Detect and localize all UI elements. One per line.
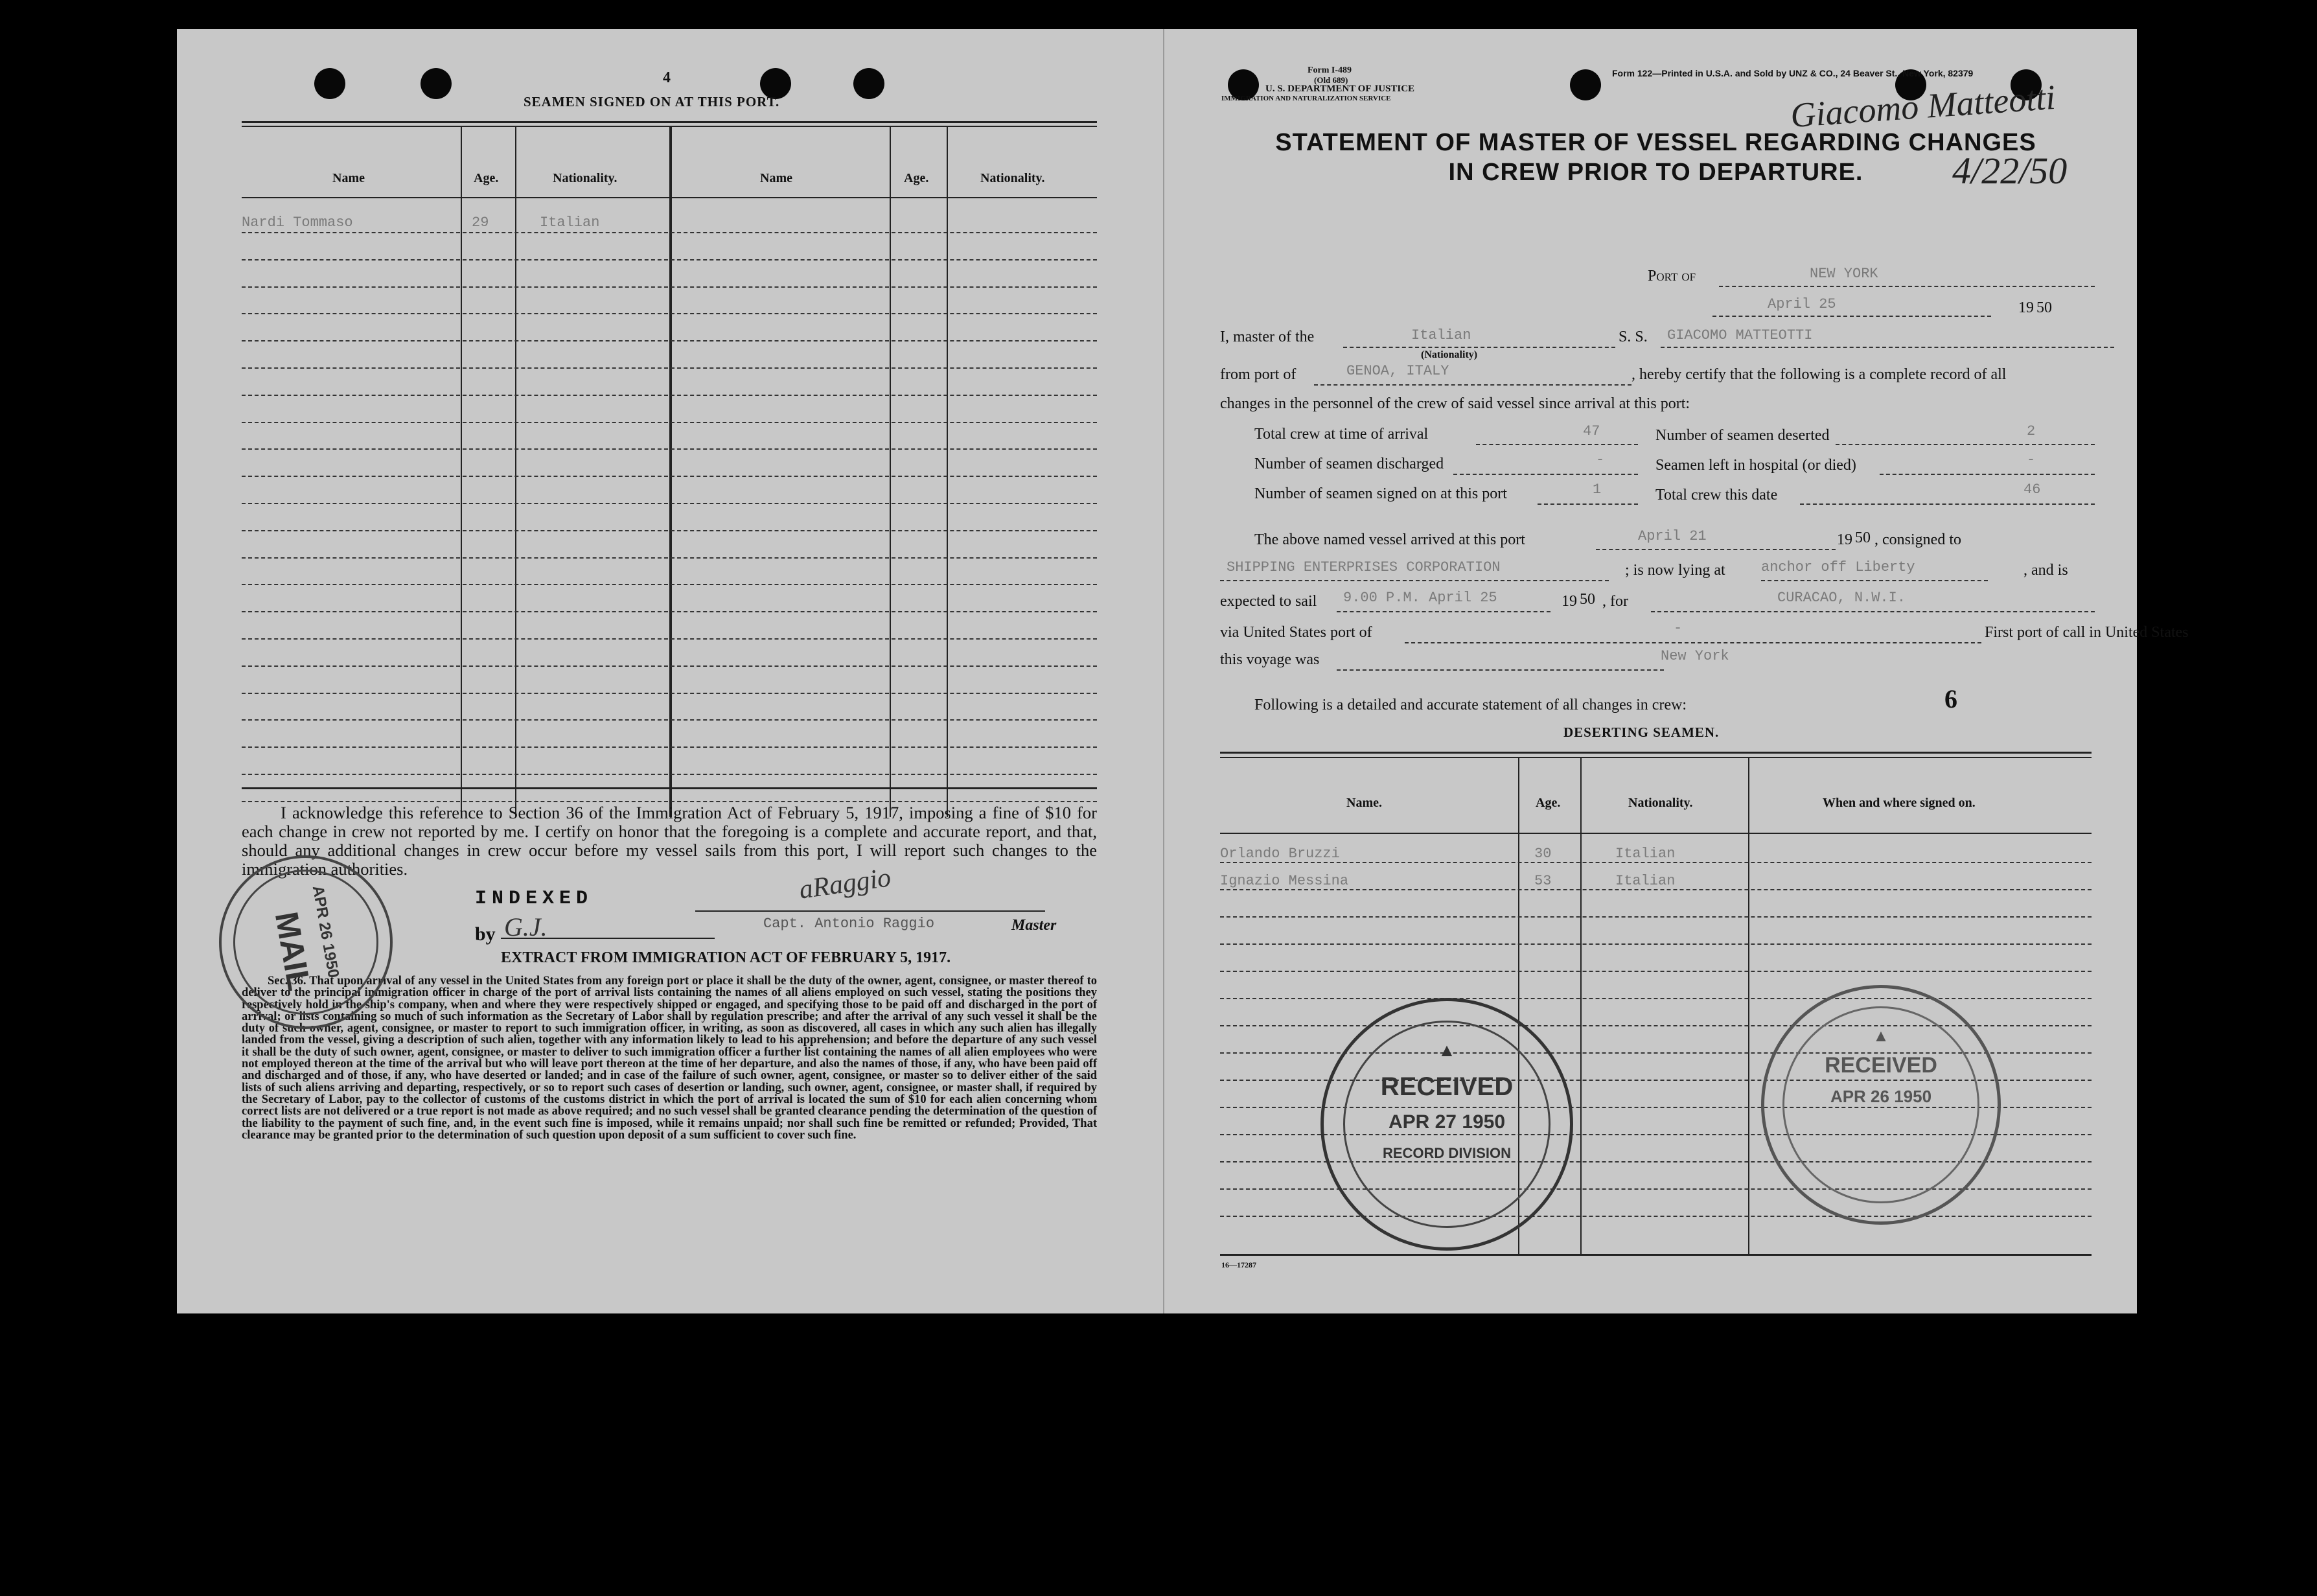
- changes-text: changes in the personnel of the crew of said vessel since arrival at this port:: [1220, 395, 1690, 412]
- rule: [242, 121, 1097, 123]
- expected-value: 9.00 P.M. April 25: [1343, 590, 1497, 606]
- table-row-line: [242, 232, 1097, 233]
- total-arrival-line: [1476, 444, 1638, 445]
- ship-value: GIACOMO MATTEOTTI: [1667, 327, 1813, 343]
- service: IMMIGRATION AND NATURALIZATION SERVICE: [1221, 95, 1391, 102]
- nationality-value: Italian: [1411, 327, 1471, 343]
- table-row-line: [242, 422, 1097, 423]
- form-old: (Old 689): [1314, 75, 1348, 85]
- row-nationality: Italian: [1615, 846, 1676, 862]
- table-row-line: [1220, 943, 2092, 945]
- discharged-label: Number of seamen discharged: [1254, 456, 1444, 472]
- by-line: [501, 938, 715, 939]
- page-fold: [1163, 29, 1164, 1313]
- col-divider: [669, 127, 672, 817]
- header-rule: [1220, 833, 2092, 834]
- via-label: via United States port of: [1220, 624, 1372, 641]
- discharged-value: -: [1596, 452, 1605, 468]
- deserted-value: 2: [2027, 423, 2036, 439]
- from-value: GENOA, ITALY: [1346, 363, 1449, 379]
- printer-note: Form 122—Printed in U.S.A. and Sold by UNZ & CO., 24 Beaver St., New York, 82379: [1612, 68, 1974, 78]
- port-label: Port of: [1648, 268, 1696, 284]
- row-age: 29: [472, 214, 489, 231]
- col-header-age: Age.: [904, 171, 929, 185]
- table-row-line: [1220, 971, 2092, 972]
- total-date-line: [1800, 503, 2095, 505]
- consignee-line: [1220, 580, 1609, 581]
- department: U. S. DEPARTMENT OF JUSTICE: [1265, 84, 1415, 94]
- acknowledgement-text: I acknowledge this reference to Section 36 of the Immigration Act of February 5, 1917, imposing a fine of $10 for each change in crew not reported by me. I certify on honor that the foregoing is a complete and accurate report, and that, should any additional changes in crew occur before my vessel sails from this port, I will report such changes to the immigration authorities.: [242, 803, 1097, 879]
- hospital-label: Seamen left in hospital (or died): [1655, 457, 1856, 474]
- form-title-line-2: IN CREW PRIOR TO DEPARTURE.: [1448, 159, 1863, 186]
- for-label: , for: [1602, 593, 1628, 610]
- table-row-line: [1220, 862, 2092, 863]
- expected-year: 50: [1580, 591, 1595, 608]
- arrived-label: The above named vessel arrived at this port: [1254, 531, 1525, 548]
- header-rule: [242, 197, 1097, 198]
- lying-label: ; is now lying at: [1625, 562, 1725, 579]
- col-divider: [890, 127, 891, 817]
- table-row-line: [242, 638, 1097, 640]
- punch-hole: [421, 68, 452, 99]
- punch-hole: [314, 68, 345, 99]
- received-stamp: [1761, 985, 2001, 1225]
- table-row-line: [242, 340, 1097, 341]
- nationality-caption: (Nationality): [1421, 349, 1478, 360]
- expected-year-prefix: 19: [1562, 593, 1577, 610]
- extract-text: Sec. 36. That upon arrival of any vessel in the United States from any foreign port or place it shall be the duty of the owner, agent, consignee, or master thereof to deliver to the principal immigration officer in charge of the port of arrival lists containing the names of all aliens employed on such vessel, stating the positions they respectively hold in the ship's company, when and where they were respectively shipped or engaged, and specifying those to be paid off and discharged in the port of arrival; or lists containing so much of such information as the Secretary of Labor shall by regulation prescribe; and after the arrival of any such vessel it shall be the duty of such owner, agent, consignee, or master to report to such immigration officer, in writing, as soon as discovered, all cases in which any such alien has illegally landed from the vessel, giving a description of such alien, together with any information likely to lead to his apprehension; and before the departure of any such vessel it shall be the duty of such owner, agent, consignee, or master to deliver to such immigration officer a further list containing the names of all alien employees who were not employed thereon at the time of the arrival but who will leave port thereon at the time of her departure, and also the names of those, if any, who have been paid off and discharged and of those, if any, who have deserted or landed; and in case of the failure of such owner, agent, consignee, or master so to deliver either of the said lists of such aliens arriving and departing, respectively, or so to report such cases of desertion or landing, such owner, agent, consignee, or master shall, if required by the Secretary of Labor, pay to the collector of customs of the customs district in which the port of arrival is located the sum of $10 for each alien concerning whom correct lists are not delivered or a true report is not made as above required; and no such vessel shall be granted clearance pending the determination of the question of the liability to the payment of such fine, and, in the event such fine is imposed, while it remains unpaid; nor shall such fine be remitted or refunded; Provided, That clearance may be granted prior to the determination of such question upon deposit of a sum sufficient to cover such fine.: [242, 975, 1097, 1142]
- table-row-line: [242, 448, 1097, 450]
- by-initials: G.J.: [504, 912, 548, 942]
- following-text: Following is a detailed and accurate statement of all changes in crew:: [1254, 697, 1687, 713]
- table-row-line: [242, 259, 1097, 260]
- mail-postmark-stamp: [219, 855, 393, 1029]
- master-label: I, master of the: [1220, 329, 1315, 345]
- col-divider: [515, 127, 516, 817]
- document-sheet: [177, 29, 2189, 1313]
- mail-stamp-word: MAIL: [268, 908, 318, 994]
- arrived-year: 50: [1855, 529, 1871, 546]
- table-row-line: [242, 557, 1097, 559]
- col-header-nationality: Nationality.: [1628, 796, 1693, 810]
- voyage-label: this voyage was: [1220, 651, 1320, 668]
- signer-title: Master: [1011, 917, 1057, 934]
- punch-hole: [853, 68, 884, 99]
- expected-label: expected to sail: [1220, 593, 1317, 610]
- stamp-date: APR 27 1950: [1388, 1111, 1506, 1133]
- stamp-date: APR 26 1950: [1830, 1087, 1932, 1106]
- signed-on-label: Number of seamen signed on at this port: [1254, 485, 1507, 502]
- row-name: Orlando Bruzzi: [1220, 846, 1340, 862]
- date-value: April 25: [1768, 296, 1836, 312]
- date-line: [1712, 316, 1991, 317]
- hospital-line: [1880, 474, 2095, 475]
- table-row-line: [242, 476, 1097, 477]
- col-divider: [947, 127, 948, 817]
- consignee-value: SHIPPING ENTERPRISES CORPORATION: [1227, 559, 1501, 575]
- stamp-arrow-icon: ▲: [1873, 1026, 1889, 1045]
- punch-hole: [1570, 69, 1601, 100]
- signer-name: Capt. Antonio Raggio: [763, 916, 935, 932]
- handwritten-ship-name: Giacomo Matteotti: [1789, 77, 2057, 135]
- deserting-title: DESERTING SEAMEN.: [1563, 724, 1720, 740]
- arrived-value: April 21: [1638, 528, 1707, 544]
- total-date-label: Total crew this date: [1655, 487, 1778, 503]
- row-name: Ignazio Messina: [1220, 873, 1349, 889]
- port-value: NEW YORK: [1810, 266, 1878, 282]
- signed-on-table: [242, 127, 1097, 817]
- for-value: CURACAO, N.W.I.: [1777, 590, 1906, 606]
- table-row-line: [242, 774, 1097, 775]
- table-row-line: [1220, 998, 2092, 999]
- footer-code: 16—17287: [1221, 1260, 1256, 1269]
- row-nationality: Italian: [540, 214, 600, 231]
- ss-label: S. S.: [1619, 329, 1648, 345]
- ship-line: [1661, 347, 2114, 348]
- table-row-line: [242, 286, 1097, 288]
- col-divider: [461, 127, 462, 817]
- rule: [1220, 752, 2092, 754]
- port-line: [1719, 286, 2095, 287]
- stamp-arrow-icon: ▲: [1438, 1040, 1456, 1060]
- stamp-received-word: RECEIVED: [1825, 1053, 1937, 1078]
- from-line: [1314, 384, 1631, 386]
- arrived-year-prefix: 19: [1837, 531, 1852, 548]
- col-header-age: Age.: [474, 171, 499, 185]
- total-date-value: 46: [2023, 481, 2041, 498]
- expected-line: [1337, 611, 1550, 612]
- table-row-line: [1220, 916, 2092, 918]
- discharged-line: [1453, 474, 1638, 475]
- col-header-name: Name: [760, 171, 792, 185]
- row-nationality: Italian: [1615, 873, 1676, 889]
- and-is: , and is: [2023, 562, 2068, 579]
- via-line: [1405, 642, 1981, 643]
- rule: [1220, 1254, 2092, 1256]
- col-header-signed-on: When and where signed on.: [1823, 796, 1976, 810]
- voyage-line: [1337, 669, 1664, 671]
- col-header-nationality: Nationality.: [553, 171, 617, 185]
- table-row-line: [1220, 1216, 2092, 1217]
- hospital-value: -: [2027, 452, 2036, 468]
- signed-on-line: [1538, 503, 1638, 505]
- page-number: 4: [663, 69, 671, 86]
- arrived-line: [1596, 549, 1836, 550]
- lying-value: anchor off Liberty: [1761, 559, 1915, 575]
- extract-title: EXTRACT FROM IMMIGRATION ACT OF FEBRUARY 5, 1917.: [501, 949, 951, 966]
- master-signature: aRaggio: [797, 862, 893, 905]
- form-title: [1220, 128, 2092, 187]
- table-row-line: [242, 801, 1097, 802]
- section-title: SEAMEN SIGNED ON AT THIS PORT.: [524, 94, 780, 110]
- table-row-line: [242, 611, 1097, 612]
- stamp-received-word: RECEIVED: [1380, 1072, 1514, 1101]
- total-arrival-label: Total crew at time of arrival: [1254, 426, 1429, 443]
- table-row-line: [242, 367, 1097, 369]
- year-prefix: 19: [2018, 299, 2034, 316]
- year-value: 50: [2036, 299, 2052, 316]
- row-name: Nardi Tommaso: [242, 214, 353, 231]
- table-row-line: [242, 719, 1097, 721]
- via-value: -: [1674, 620, 1683, 636]
- table-row-line: [242, 395, 1097, 396]
- changes-count: 6: [1944, 684, 1957, 713]
- deserted-line: [1836, 444, 2095, 445]
- row-age: 53: [1534, 873, 1552, 889]
- col-header-name: Name: [332, 171, 365, 185]
- stamp-division: RECORD DIVISION: [1382, 1145, 1512, 1161]
- for-line: [1651, 611, 2095, 612]
- table-row-line: [1220, 889, 2092, 890]
- table-row-line: [242, 665, 1097, 667]
- col-header-nationality: Nationality.: [980, 171, 1045, 185]
- by-label: by: [475, 923, 496, 945]
- deserted-label: Number of seamen deserted: [1655, 427, 1830, 444]
- row-age: 30: [1534, 846, 1552, 862]
- signature-line: [695, 910, 1045, 912]
- form-number: Form I-489: [1308, 65, 1352, 75]
- lying-line: [1761, 580, 1988, 581]
- table-row-line: [242, 584, 1097, 585]
- table-row-line: [242, 530, 1097, 531]
- col-header-name: Name.: [1346, 796, 1382, 810]
- received-stamp-record-division: [1320, 998, 1573, 1251]
- table-row-line: [242, 693, 1097, 694]
- col-header-age: Age.: [1536, 796, 1561, 810]
- indexed-label: INDEXED: [475, 888, 594, 910]
- table-row-line: [242, 746, 1097, 748]
- table-row-line: [242, 313, 1097, 314]
- mail-stamp-date: APR 26 1950: [308, 884, 343, 980]
- first-port-label: First port of call in United States: [1985, 624, 2189, 641]
- form-title-line-1: STATEMENT OF MASTER OF VESSEL REGARDING CHANGES: [1275, 129, 2036, 156]
- nationality-line: [1343, 347, 1615, 348]
- certify-text: , hereby certify that the following is a complete record of all: [1631, 366, 2007, 383]
- total-arrival-value: 47: [1583, 423, 1600, 439]
- from-label: from port of: [1220, 366, 1297, 383]
- handwritten-date: 4/22/50: [1952, 150, 2068, 192]
- signed-on-value: 1: [1593, 481, 1602, 498]
- consigned-label: , consigned to: [1874, 531, 1961, 548]
- table-row-line: [242, 503, 1097, 504]
- rule: [242, 787, 1097, 789]
- voyage-value: New York: [1661, 648, 1729, 664]
